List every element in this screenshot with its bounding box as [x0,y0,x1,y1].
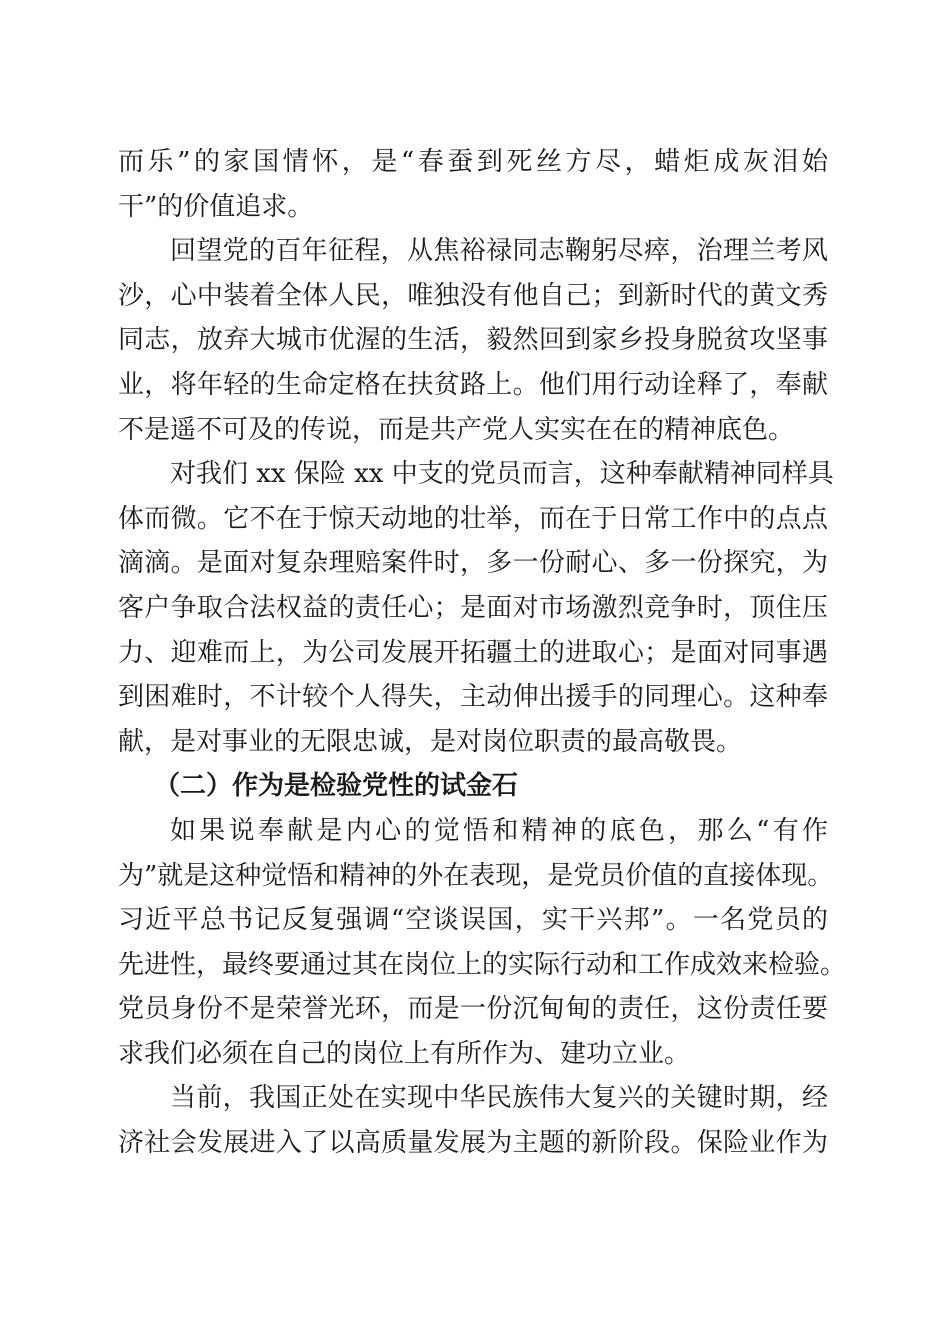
text-line: 济社会发展进入了以高质量发展为主题的新阶段。保险业作为 [118,1128,828,1159]
text-line: 同志，放弃大城市优渥的生活，毅然回到家乡投身脱贫攻坚事 [118,325,828,356]
paragraph [118,229,828,452]
text-line: 滴滴。是面对复杂理赔案件时，多一份耐心、多一份探究，为 [118,548,828,579]
text-line: 如果说奉献是内心的觉悟和精神的底色，那么“有作 [170,815,828,846]
text-line: 体而微。它不在于惊天动地的壮举，而在于日常工作中的点点 [118,503,828,534]
text-line: 力、迎难而上，为公司发展开拓疆土的进取心；是面对同事遇 [118,637,828,668]
text-line: 先进性，最终要通过其在岗位上的实际行动和工作成效来检验。 [118,949,847,980]
document-body [118,140,847,1166]
paragraph [118,1076,828,1165]
paragraph [118,452,834,764]
text-line: 不是遥不可及的传说，而是共产党人实实在在的精神底色。 [118,414,795,445]
text-line: 沙，心中装着全体人民，唯独没有他自己；到新时代的黄文秀 [118,280,828,311]
text-line: 而乐”的家国情怀，是“春蚕到死丝方尽，蜡炬成灰泪始 [118,147,828,177]
text-line: 回望党的百年征程，从焦裕禄同志鞠躬尽瘁，治理兰考风 [170,236,828,267]
text-line: 习近平总书记反复强调“空谈误国，实干兴邦”。一名党员的 [118,905,828,936]
paragraph [118,809,847,1077]
text-line: 对我们 xx 保险 xx 中支的党员而言，这种奉献精神同样具 [170,459,834,490]
text-line: 当前，我国正处在实现中华民族伟大复兴的关键时期，经 [170,1083,828,1114]
text-line: 业，将年轻的生命定格在扶贫路上。他们用行动诠释了，奉献 [118,369,828,400]
section-heading [118,764,828,809]
text-line: 献，是对事业的无限忠诚，是对岗位职责的最高敬畏。 [118,726,743,757]
text-line: 求我们必须在自己的岗位上有所作为、建功立业。 [118,1038,691,1069]
text-line: 为”就是这种觉悟和精神的外在表现，是党员价值的直接体现。 [118,860,834,891]
text-line: 党员身份不是荣誉光环，而是一份沉甸甸的责任，这份责任要 [118,994,828,1025]
section-heading-text: （二）作为是检验党性的试金石 [154,771,519,802]
text-line: 到困难时，不计较个人得失，主动伸出援手的同理心。这种奉 [118,682,828,713]
text-line: 干”的价值追求。 [118,191,314,222]
paragraph [118,140,828,229]
text-line: 客户争取合法权益的责任心；是面对市场激烈竞争时，顶住压 [118,592,828,623]
